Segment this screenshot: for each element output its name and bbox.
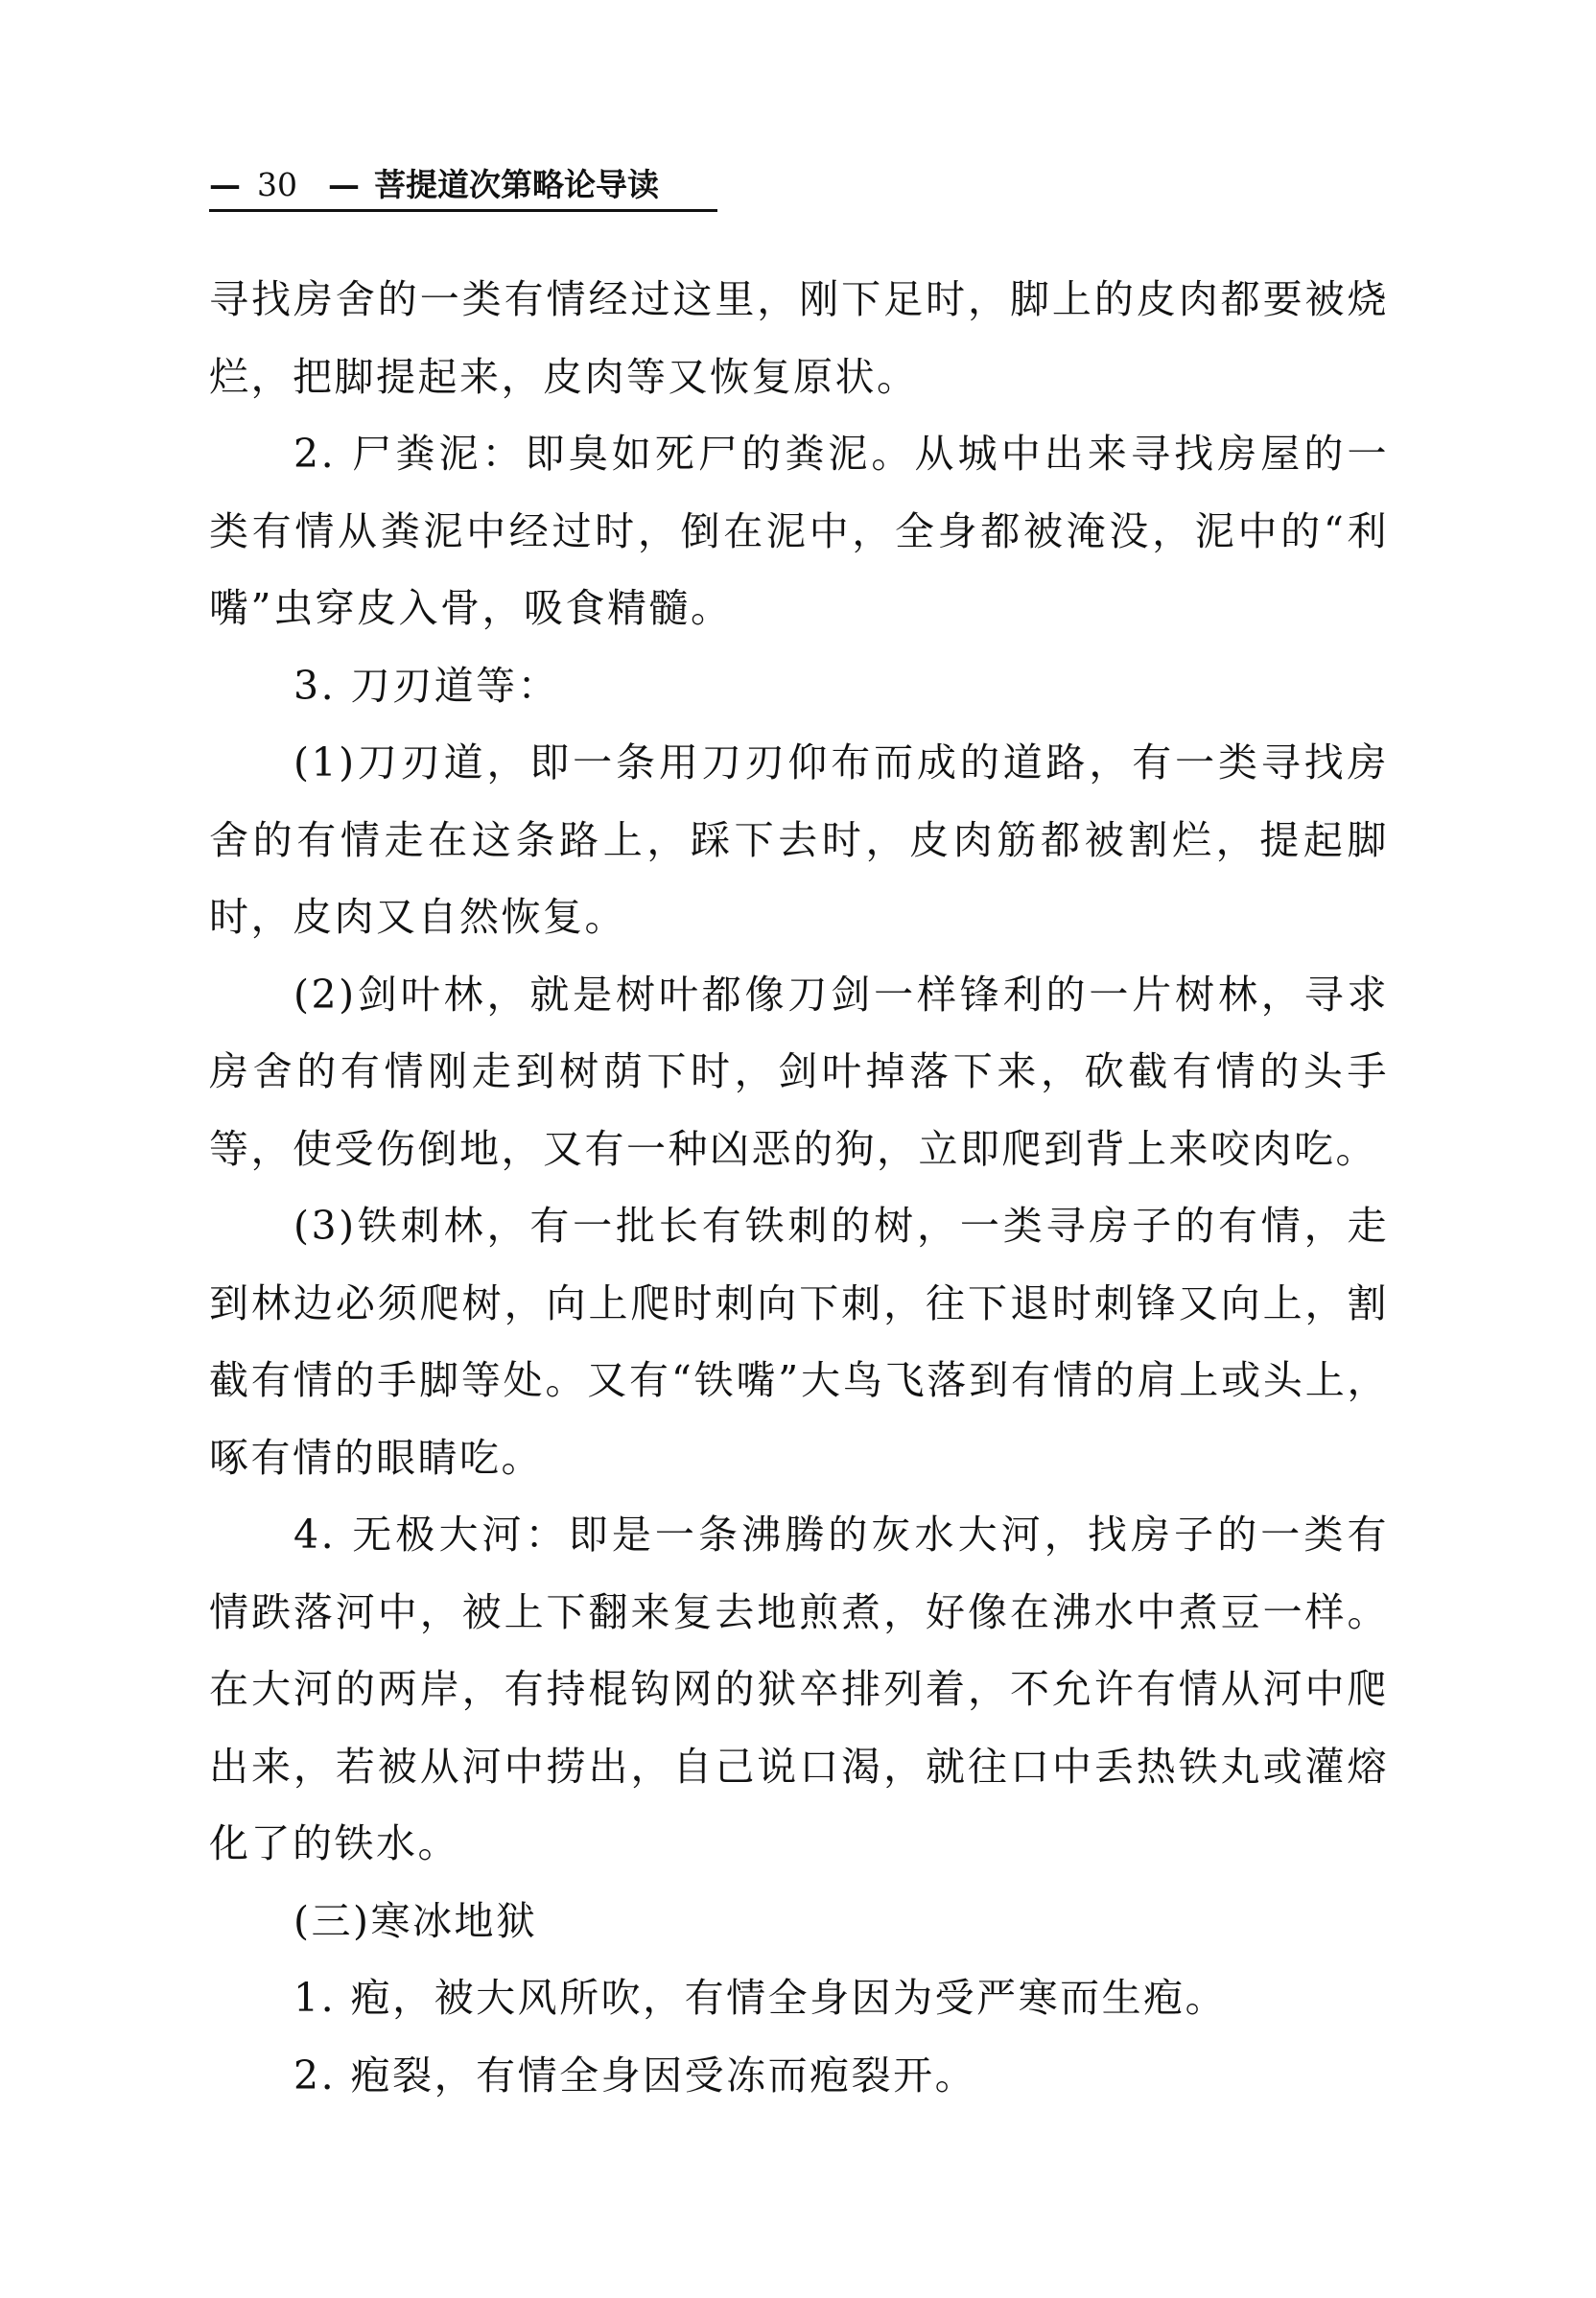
section-heading-cold-hells: (三)寒冰地狱 bbox=[293, 1897, 538, 1944]
paragraph-boundless-river: 4. 无极大河：即是一条沸腾的灰水大河，找房子的一类有情跌落河中，被上下翻来复去地煎煮，好像在沸水中煮豆一样。在大河的两岸，有持棍钩网的狱卒排列着，不允许有情从河中爬出来，若被从河中捞出，自己说口渴，就往口中丢热铁丸或灌熔化了的铁水。 bbox=[209, 1512, 1389, 1866]
paragraph-corpse-mud: 2. 尸粪泥：即臭如死尸的粪泥。从城中出来寻找房屋的一类有情从粪泥中经过时，倒在泥中，全身都被淹没，泥中的“利嘴”虫穿皮入骨，吸食精髓。 bbox=[209, 431, 1389, 631]
paragraph-blister: 1. 疱，被大风所吹，有情全身因为受严寒而生疱。 bbox=[293, 1975, 1228, 2021]
paragraph-iron-thorn-forest: (3)铁刺林，有一批长有铁刺的树，一类寻房子的有情，走到林边必须爬树，向上爬时刺向下刺，往下退时刺锋又向上，割截有情的手脚等处。又有“铁嘴”大鸟飞落到有情的肩上或头上，啄有情的眼睛吃。 bbox=[209, 1203, 1389, 1481]
running-header bbox=[209, 161, 717, 212]
header-dash-left: — bbox=[209, 166, 241, 203]
paragraph-blade-road: (1)刀刃道，即一条用刀刃仰布而成的道路，有一类寻找房舍的有情走在这条路上，踩下去时，皮肉筋都被割烂，提起脚时，皮肉又自然恢复。 bbox=[209, 739, 1389, 940]
paragraph-sword-leaf-forest: (2)剑叶林，就是树叶都像刀剑一样锋利的一片树林，寻求房舍的有情刚走到树荫下时，剑叶掉落下来，砍截有情的头手等，使受伤倒地，又有一种凶恶的狗，立即爬到背上来咬肉吃。 bbox=[209, 971, 1389, 1172]
header-dash-right: — bbox=[328, 166, 360, 203]
paragraph-burst-blister: 2. 疱裂，有情全身因受冻而疱裂开。 bbox=[293, 2052, 977, 2099]
paragraph-continuation: 寻找房舍的一类有情经过这里，刚下足时，脚上的皮肉都要被烧烂，把脚提起来，皮肉等又恢复原状。 bbox=[209, 276, 1389, 400]
paragraph-blade-path-heading: 3. 刀刃道等： bbox=[293, 662, 560, 709]
book-title: 菩提道次第略论导读 bbox=[374, 166, 659, 203]
body-text bbox=[209, 261, 1389, 2114]
page-number: 30 bbox=[257, 166, 297, 203]
